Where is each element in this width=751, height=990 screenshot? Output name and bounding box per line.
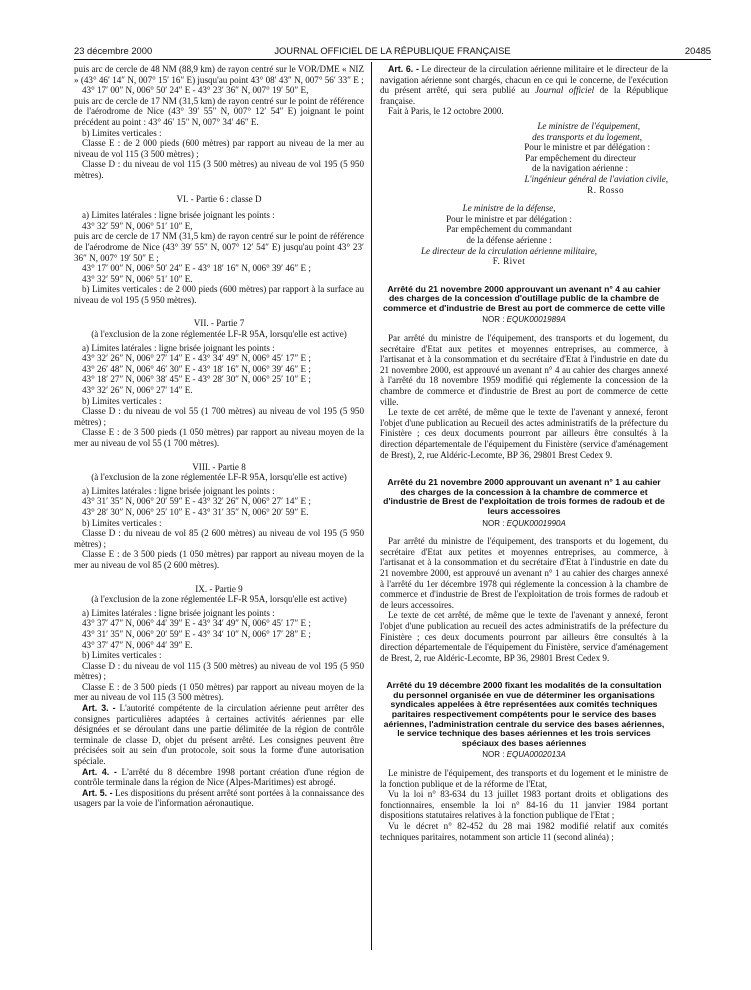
part9-heading: IX. - Partie 9 bbox=[195, 583, 243, 594]
decree-paragraph: Le texte de cet arrêté, de même que le texte de l'avenant y annexé, feront l'objet d'une publication au Recueil des actes administratifs de la préfecture du Finistère ; ces deux documents pourront par ailleurs être consultés à la direction départementale de l'équipement du Finistère (service d'aménagement de Brest), 2, rue Aldéric-Lecomte, BP 36, 29801 Brest Cedex 9. bbox=[380, 407, 668, 460]
decree-title: Arrêté du 21 novembre 2000 approuvant un avenant n° 4 au cahier des charges de la concession d'outillage public de la chambre de commerce et d'industrie de Brest au port de commerce de cette ville bbox=[382, 283, 666, 313]
intro-paragraph: puis arc de cercle de 48 NM (88,9 km) de rayon centré sur le VOR/DME « NIZ » (43° 46′ 14″ N, 007° 15′ 16″ E) jusqu'au point 43° 08′ 43″ N, 007° 56′ 33″ E ; bbox=[74, 64, 364, 85]
intro-paragraph: Classe D : du niveau de vol 115 (3 500 mètres) au niveau de vol 195 (5 950 mètres). bbox=[74, 159, 364, 180]
part7-heading: VII. - Partie 7 bbox=[193, 318, 245, 329]
nor-label: NOR : bbox=[482, 315, 505, 325]
decree-title: Arrêté du 19 décembre 2000 fixant les modalités de la consultation du personnel organisée en vue de déterminer les organisations syndicales appelées à être représentées aux comités techniques paritaires respectivement compétents pour le service des bases aériennes, l'administration centrale du service des bases aériennes, le service technique des bases aériennes et les trois services spéciaux des bases aériennes bbox=[383, 680, 665, 748]
signatory-line: Le ministre de la défense, bbox=[462, 203, 556, 214]
signatory-line: Le directeur de la circulation aérienne militaire, bbox=[420, 245, 598, 256]
header-page-number: 20485 bbox=[684, 45, 711, 56]
header-date: 23 décembre 2000 bbox=[74, 45, 153, 56]
nor-code: EQUK0001990A bbox=[506, 518, 566, 528]
article-text-end: de la République française. bbox=[380, 85, 668, 106]
signatory-line: Par empêchement du directeur bbox=[525, 152, 636, 163]
part8-line: Classe E : de 3 500 pieds (1 050 mètres) par rapport au niveau moyen de la mer au niveau de vol 85 (2 600 mètres). bbox=[74, 549, 364, 570]
decree-paragraph: Le ministre de l'équipement, des transports et du logement et le ministre de la fonction publique et de la réforme de l'Etat, bbox=[380, 768, 668, 789]
article-text: L'autorité compétente de la circulation aérienne peut arrêter des consignes particulières adaptées à certaines activités aériennes par elle désignées et se déroulant dans une partie délimitée de la région de contrôle terminale de classe D, objet du présent arrêté. Les consignes peuvent être précisées soit au sein d'un protocole, soit sous la forme d'une autorisation spéciale. bbox=[74, 703, 365, 767]
part6-heading: VI. - Partie 6 : classe D bbox=[176, 193, 262, 204]
intro-paragraph: puis arc de cercle de 17 NM (31,5 km) de rayon centré sur le point de référence de l'aérodrome de Nice (43° 39′ 55″ N, 007° 12′ 54″ E) joignant le point précédent au point : 43° 46′ 15″ N, 007° 34′ 46″ E. bbox=[74, 95, 364, 127]
part9-line: 43° 37′ 47″ N, 006° 44′ 39″ E. bbox=[82, 639, 193, 650]
article-text: L'arrêté du 8 décembre 1998 portant création d'une région de contrôle terminale dans la région de Nice (Alpes-Maritimes) est abrogé. bbox=[74, 766, 365, 788]
signatory-line: Le ministre de l'équipement, bbox=[537, 120, 640, 131]
signatory-line: Pour le ministre et par délégation : bbox=[524, 142, 650, 153]
nor-reference bbox=[380, 750, 668, 761]
part6-line: 43° 32′ 59″ N, 006° 51′ 10″ E. bbox=[82, 273, 193, 284]
signatory-line: Pour le ministre et par délégation : bbox=[446, 213, 572, 224]
part6-line: a) Limites latérales : ligne brisée joignant les points : bbox=[82, 210, 275, 221]
part9-subheading: (à l'exclusion de la zone réglementée LF-R 95A, lorsqu'elle est active) bbox=[91, 594, 347, 605]
part8-line: Classe D : du niveau de vol 85 (2 600 mètres) au niveau de vol 195 (5 950 mètres) ; bbox=[74, 528, 364, 549]
nor-reference bbox=[380, 315, 668, 326]
article-6 bbox=[380, 64, 668, 106]
article-label: Art. 4. - bbox=[82, 766, 117, 777]
part8-line: b) Limites verticales : bbox=[82, 517, 162, 528]
nor-code: EQUA0002013A bbox=[506, 750, 566, 760]
part8-line: 43° 31′ 35″ N, 006° 20′ 59″ E - 43° 32′ 26″ N, 006° 27′ 14″ E ; bbox=[82, 496, 311, 507]
part7-line: Classe E : de 3 500 pieds (1 050 mètres) par rapport au niveau moyen de la mer au niveau de vol 55 (1 700 mètres). bbox=[74, 427, 364, 448]
nor-label: NOR : bbox=[482, 750, 505, 760]
intro-paragraph: 43° 17′ 00″ N, 006° 50′ 24″ E - 43° 23′ 36″ N, 007° 19′ 50″ E, bbox=[82, 85, 309, 96]
running-head bbox=[74, 45, 711, 57]
right-column bbox=[380, 64, 668, 842]
part7-line: 43° 32′ 26″ N, 006° 27′ 14″ E - 43° 34′ 49″ N, 006° 45′ 17″ E ; bbox=[82, 353, 311, 364]
part7-subheading: (à l'exclusion de la zone réglementée LF-R 95A, lorsqu'elle est active) bbox=[91, 329, 347, 340]
part7-line: a) Limites latérales : ligne brisée joignant les points : bbox=[82, 342, 275, 353]
article-5 bbox=[74, 788, 364, 809]
signature-block-defense bbox=[380, 203, 668, 267]
part8-heading: VIII. - Partie 8 bbox=[192, 461, 246, 472]
signatory-line: de la navigation aérienne : bbox=[532, 163, 628, 174]
part9-line: a) Limites latérales : ligne brisée joignant les points : bbox=[82, 607, 275, 618]
article-label: Art. 5. - bbox=[82, 787, 113, 798]
part7-line: Classe D : du niveau de vol 55 (1 700 mètres) au niveau de vol 195 (5 950 mètres) ; bbox=[74, 406, 364, 427]
article-text: Les dispositions du présent arrêté sont portées à la connaissance des usagers par la voie de l'information aéronautique. bbox=[74, 787, 364, 809]
part9-line: Classe E : de 3 500 pieds (1 050 mètres) par rapport au niveau moyen de la mer au niveau de vol 115 (3 500 mètres). bbox=[74, 681, 364, 703]
part8-line: a) Limites latérales : ligne brisée joignant les points : bbox=[82, 485, 275, 496]
part8-subheading: (à l'exclusion de la zone réglementée LF-R 95A, lorsqu'elle est active) bbox=[91, 472, 347, 483]
intro-paragraph: b) Limites verticales : bbox=[82, 127, 162, 138]
header-journal-title: JOURNAL OFFICIEL DE LA RÉPUBLIQUE FRANÇAISE bbox=[274, 45, 511, 56]
nor-label: NOR : bbox=[482, 518, 505, 528]
decree-paragraph: Par arrêté du ministre de l'équipement, des transports et du logement, du secrétaire d'Etat aux petites et moyennes entreprises, au commerce, à l'artisanat et à la consommation et du secrétaire d'Etat à l'industrie en date du 21 novembre 2000, est approuvé un avenant n° 4 au cahier des charges annexé à l'arrêté du 18 novembre 1959 modifié qui réglemente la concession de la chambre de commerce et d'industrie de Brest au port de commerce de cette ville. bbox=[380, 333, 668, 407]
part7-line: b) Limites verticales : bbox=[82, 395, 162, 406]
article-label: Art. 3. - bbox=[82, 703, 116, 714]
decree-paragraph: Vu la loi n° 83-634 du 13 juillet 1983 portant droits et obligations des fonctionnaires, ensemble la loi n° 84-16 du 11 janvier 1984 portant dispositions statutaires relatives à la fonction publique de l'Etat ; bbox=[380, 789, 668, 821]
part6-line: puis arc de cercle de 17 NM (31,5 km) de rayon centré sur le point de référence de l'aérodrome de Nice (43° 39′ 55″ N, 007° 12′ 54″ E) jusqu'au point 43° 23′ 36″ N, 007° 19′ 50″ E ; bbox=[74, 231, 364, 263]
part8-line: 43° 28′ 30″ N, 006° 25′ 10″ E - 43° 31′ 35″ N, 006° 20′ 59″ E. bbox=[82, 506, 309, 517]
journal-officiel-ref: Journal officiel bbox=[535, 85, 595, 96]
left-column bbox=[74, 64, 364, 809]
signature-block-equipment bbox=[380, 121, 668, 195]
part7-line: 43° 26′ 48″ N, 006° 46′ 30″ E - 43° 18′ 16″ N, 006° 39′ 46″ E ; bbox=[82, 363, 311, 374]
part6-line: b) Limites verticales : de 2 000 pieds (600 mètres) par rapport à la surface au niveau de vol 195 (5 950 mètres). bbox=[74, 284, 364, 305]
nor-code: EQUK0001989A bbox=[506, 315, 566, 325]
part9-line: b) Limites verticales : bbox=[82, 650, 162, 661]
part7-line: 43° 18′ 27″ N, 006° 38′ 45″ E - 43° 28′ 30″ N, 006° 25′ 10″ E ; bbox=[82, 374, 311, 385]
article-text: Le directeur de la circulation aérienne militaire et le directeur de la navigation aérienne sont chargés, chacun en ce qui le concerne, de l'exécution du présent arrêté, qui sera publié au bbox=[380, 64, 669, 96]
decree-paragraph: Le texte de cet arrêté, de même que le texte de l'avenant y annexé, feront l'objet d'une publication au recueil des actes administratifs de la préfecture du Finistère ; ces deux documents pourront par ailleurs être consultés à la direction départementale de l'équipement du Finistère, service d'aménagement de Brest, 2, rue Aldéric-Lecomte, BP 36, 29801 Brest Cedex 9. bbox=[380, 610, 668, 663]
article-4 bbox=[74, 767, 364, 788]
signatory-line: de la défense aérienne : bbox=[466, 234, 552, 245]
signatory-name: R. Rosso bbox=[587, 184, 624, 195]
part7-line: 43° 32′ 26″ N, 006° 27′ 14″ E. bbox=[82, 385, 193, 396]
article-label: Art. 6. - bbox=[388, 64, 419, 74]
done-at: Fait à Paris, le 12 octobre 2000. bbox=[388, 106, 504, 117]
decree-paragraph: Par arrêté du ministre de l'équipement, des transports et du logement, du secrétaire d'Etat aux petites et moyennes entreprises, au commerce, à l'artisanat et à la consommation et du secrétaire d'Etat à l'industrie en date du 21 novembre 2000, est approuvé un avenant n° 1 au cahier des charges annexé à l'arrêté du 1er décembre 1978 qui réglemente la concession à la chambre de commerce et d'industrie de Brest de l'exploitation de trois formes de radoub et de leurs accessoires. bbox=[380, 536, 668, 610]
decree-paragraph: Vu le décret n° 82-452 du 28 mai 1982 modifié relatif aux comités techniques paritaires, notamment son article 11 (second alinéa) ; bbox=[380, 821, 668, 842]
article-3 bbox=[74, 703, 364, 767]
part9-line: 43° 31′ 35″ N, 006° 20′ 59″ E - 43° 34′ 10″ N, 006° 17′ 28″ E ; bbox=[82, 628, 311, 639]
part9-line: Classe D : du niveau de vol 115 (3 500 mètres) au niveau de vol 195 (5 950 mètres) ; bbox=[74, 660, 364, 682]
signatory-line: Par empêchement du commandant bbox=[446, 224, 572, 235]
signatory-line: des transports et du logement, bbox=[532, 131, 642, 142]
part9-line: 43° 37′ 47″ N, 006° 44′ 39″ E - 43° 34′ 49″ N, 006° 45′ 17″ E ; bbox=[82, 618, 311, 629]
decree-title: Arrêté du 21 novembre 2000 approuvant un avenant n° 1 au cahier des charges de la concession à la chambre de commerce et d'industrie de Brest de l'exploitation de trois formes de radoub et de leurs accessoires bbox=[383, 477, 665, 516]
nor-reference bbox=[380, 519, 668, 530]
part6-line: 43° 17′ 00″ N, 006° 50′ 24″ E - 43° 18′ 16″ N, 006° 39′ 46″ E ; bbox=[82, 263, 311, 274]
column-divider bbox=[371, 62, 372, 950]
intro-paragraph: Classe E : de 2 000 pieds (600 mètres) par rapport au niveau de la mer au niveau de vol 115 (3 500 mètres) ; bbox=[74, 138, 364, 159]
header-rule bbox=[74, 59, 711, 60]
signatory-name: F. Rivet bbox=[492, 256, 526, 267]
signatory-line: L'ingénieur général de l'aviation civile, bbox=[524, 173, 668, 184]
part6-line: 43° 32′ 59″ N, 006° 51′ 10″ E, bbox=[82, 220, 193, 231]
